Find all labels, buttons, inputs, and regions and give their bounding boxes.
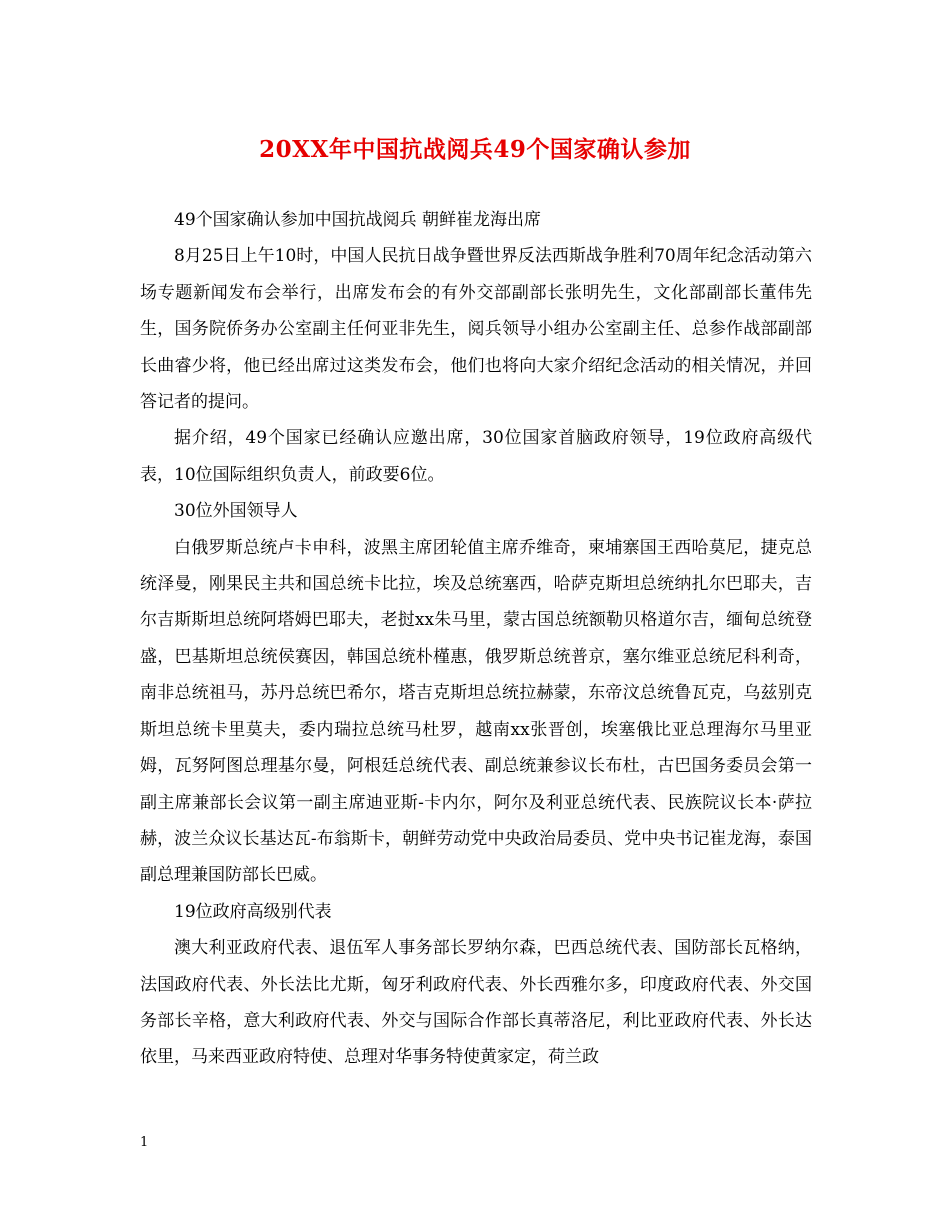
document-title: 20XX年中国抗战阅兵49个国家确认参加 xyxy=(259,136,691,163)
paragraph: 白俄罗斯总统卢卡申科，波黑主席团轮值主席乔维奇，柬埔寨国王西哈莫尼，捷克总统泽曼，刚果民主共和国总统卡比拉，埃及总统塞西，哈萨克斯坦总统纳扎尔巴耶夫，吉尔吉斯斯坦总统阿塔姆巴耶夫，老挝xx朱马里，蒙古国总统额勒贝格道尔吉，缅甸总统登盛，巴基斯坦总统侯赛因，韩国总统朴槿惠，俄罗斯总统普京，塞尔维亚总统尼科利奇，南非总统祖马，苏丹总统巴希尔，塔吉克斯坦总统拉赫蒙，东帝汶总统鲁瓦克，乌兹别克斯坦总统卡里莫夫，委内瑞拉总统马杜罗，越南xx张晋创，埃塞俄比亚总理海尔马里亚姆，瓦努阿图总理基尔曼，阿根廷总统代表、副总统兼参议长布杜，古巴国务委员会第一副主席兼部长会议第一副主席迪亚斯-卡内尔，阿尔及利亚总统代表、民族院议长本·萨拉赫，波兰众议长基达瓦-布翁斯卡，朝鲜劳动党中央政治局委员、党中央书记崔龙海，泰国副总理兼国防部长巴威。 xyxy=(140,537,812,886)
paragraph: 8月25日上午10时，中国人民抗日战争暨世界反法西斯战争胜利70周年纪念活动第六场专题新闻发布会举行，出席发布会的有外交部副部长张明先生，文化部副部长董伟先生，国务院侨务办公室副主任何亚非先生，阅兵领导小组办公室副主任、总参作战部副部长曲睿少将，他已经出席过这类发布会，他们也将向大家介绍纪念活动的相关情况，并回答记者的提问。 xyxy=(140,246,812,413)
paragraph: 30位外国领导人 xyxy=(174,501,298,522)
paragraph: 19位政府高级别代表 xyxy=(174,901,332,922)
page-number: 1 xyxy=(140,1135,149,1150)
document-body xyxy=(140,202,812,1076)
paragraph: 澳大利亚政府代表、退伍军人事务部长罗纳尔森，巴西总统代表、国防部长瓦格纳，法国政府代表、外长法比尤斯，匈牙利政府代表、外长西雅尔多，印度政府代表、外交国务部长辛格，意大利政府代表、外交与国际合作部长真蒂洛尼，利比亚政府代表、外长达依里，马来西亚政府特使、总理对华事务特使黄家定，荷兰政 xyxy=(140,938,812,1068)
paragraph: 49个国家确认参加中国抗战阅兵 朝鲜崔龙海出席 xyxy=(174,210,542,230)
paragraph: 据介绍，49个国家已经确认应邀出席，30位国家首脑政府领导，19位政府高级代表，10位国际组织负责人，前政要6位。 xyxy=(140,428,812,485)
